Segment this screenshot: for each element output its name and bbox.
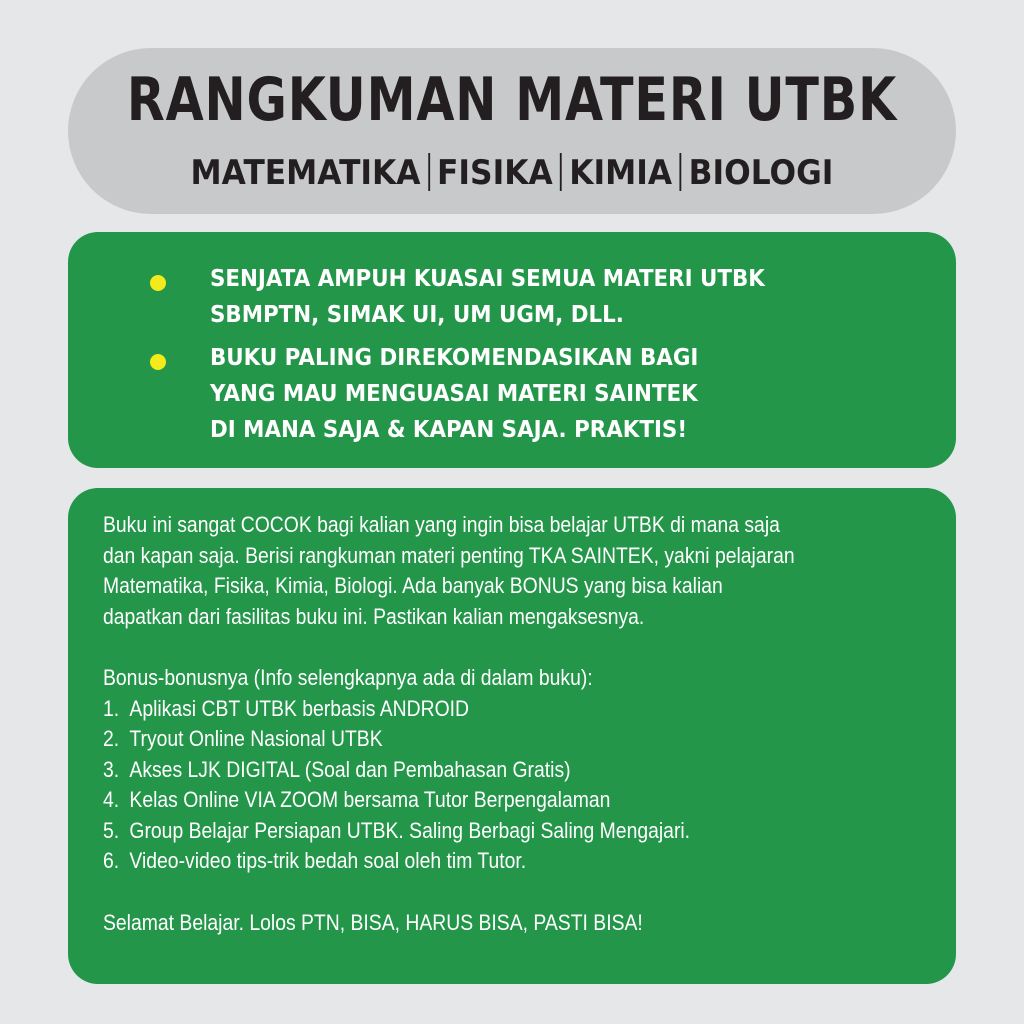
bonus-item <box>103 846 833 877</box>
bonus-item <box>103 694 833 725</box>
closing-line: Selamat Belajar. Lolos PTN, BISA, HARUS BISA, PASTI BISA! <box>103 909 643 935</box>
details-text <box>103 510 933 938</box>
bonus-number: 5. <box>103 817 120 843</box>
subject-list <box>41 148 983 198</box>
bonus-number: 4. <box>103 787 120 812</box>
bonus-text: Group Belajar Persiapan UTBK. Saling Berbagi Saling Mengajari. <box>129 817 691 843</box>
bonus-intro: Bonus-bonusnya (Info selengkapnya ada di dalam buku): <box>103 665 593 690</box>
bonus-text: Video-video tips-trik bedah soal oleh tim Tutor. <box>129 848 527 873</box>
bonus-text: Aplikasi CBT UTBK berbasis ANDROID <box>129 695 470 721</box>
bonus-item <box>103 724 833 755</box>
highlight-line: SBMPTN, SIMAK UI, UM UGM, DLL. <box>210 302 624 328</box>
bonus-number: 2. <box>103 726 120 751</box>
bonus-text: Kelas Online VIA ZOOM bersama Tutor Berpengalaman <box>129 787 611 812</box>
bonus-item <box>103 755 833 786</box>
highlight-item <box>140 261 840 333</box>
subject-divider <box>560 153 562 191</box>
description-line: dapatkan dari fasilitas buku ini. Pastikan kalian mengaksesnya. <box>103 603 645 629</box>
bonus-text: Tryout Online Nasional UTBK <box>129 726 383 751</box>
bullet-dot-icon <box>150 275 166 291</box>
subject-biologi: BIOLOGI <box>688 153 834 193</box>
subject-fisika: FISIKA <box>437 153 553 193</box>
subject-kimia: KIMIA <box>569 153 673 193</box>
description-line: Buku ini sangat COCOK bagi kalian yang ingin bisa belajar UTBK di mana saja <box>103 512 780 537</box>
bonus-number: 6. <box>103 848 120 873</box>
bullet-dot-icon <box>150 354 166 370</box>
bonus-number: 1. <box>103 695 120 721</box>
bonus-text: Akses LJK DIGITAL (Soal dan Pembahasan Gratis) <box>129 756 571 782</box>
highlight-item <box>140 340 840 448</box>
bonus-item <box>103 785 833 816</box>
highlight-line: SENJATA AMPUH KUASAI SEMUA MATERI UTBK <box>210 266 765 292</box>
main-title: RANGKUMAN MATERI UTBK <box>126 65 898 135</box>
subject-divider <box>428 153 430 191</box>
description-line: Matematika, Fisika, Kimia, Biologi. Ada banyak BONUS yang bisa kalian <box>103 573 723 598</box>
subject-matematika: MATEMATIKA <box>190 153 421 193</box>
highlight-line: BUKU PALING DIREKOMENDASIKAN BAGI <box>210 345 699 371</box>
bonus-number: 3. <box>103 756 120 782</box>
description-line: dan kapan saja. Berisi rangkuman materi penting TKA SAINTEK, yakni pelajaran <box>103 542 795 568</box>
highlight-line: YANG MAU MENGUASAI MATERI SAINTEK <box>210 381 698 407</box>
highlight-line: DI MANA SAJA & KAPAN SAJA. PRAKTIS! <box>210 417 688 443</box>
bonus-item <box>103 816 833 847</box>
subject-divider <box>679 153 681 191</box>
